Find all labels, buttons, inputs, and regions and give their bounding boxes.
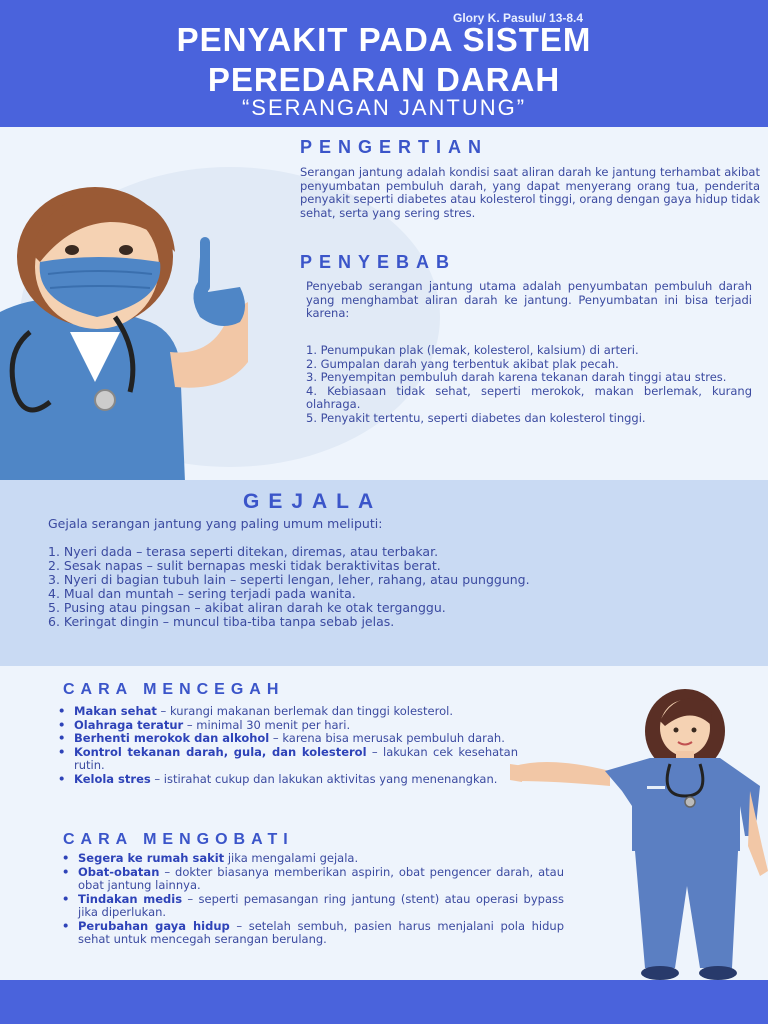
list-item: 5. Pusing atau pingsan – akibat aliran darah ke otak terganggu. [48,600,446,615]
list-item: • Olahraga teratur – minimal 30 menit per hari. [74,719,518,733]
mencegah-heading: CARA MENCEGAH [63,681,285,698]
gejala-intro: Gejala serangan jantung yang paling umum meliputi: [48,516,383,531]
section-pengertian-penyebab [0,127,768,480]
page-title-line1: PENYAKIT PADA SISTEM [176,21,592,58]
page-subtitle: “SERANGAN JANTUNG” [241,95,527,120]
mengobati-list [78,852,564,947]
list-item: 5. Penyakit tertentu, seperti diabetes dan kolesterol tinggi. [306,410,646,425]
nurse-with-mask-illustration [0,182,260,480]
penyebab-heading: PENYEBAB [300,252,457,272]
list-item: 3. Penyempitan pembuluh darah karena tekanan darah tinggi atau stres. [306,370,727,384]
footer-banner [0,980,768,1024]
section-gejala [0,480,768,666]
penyebab-intro: Penyebab serangan jantung utama adalah penyumbatan pembuluh darah yang menghambat aliran darah ke jantung. Penyumbatan ini bisa terjadi karena: [306,279,752,320]
header-banner [0,0,768,127]
list-item: 6. Keringat dingin – muncul tiba-tiba tanpa sebab jelas. [48,614,395,629]
mengobati-heading: CARA MENGOBATI [63,831,294,848]
section-mencegah-mengobati [0,666,768,980]
list-item: 2. Sesak napas – sulit bernapas meski tidak beraktivitas berat. [48,558,441,573]
list-item: • Makan sehat – kurangi makanan berlemak dan tinggi kolesterol. [74,705,518,719]
list-item: 3. Nyeri di bagian tubuh lain – seperti lengan, leher, rahang, atau punggung. [48,572,530,587]
list-item: 2. Gumpalan darah yang terbentuk akibat plak pecah. [306,356,619,371]
list-item: • Berhenti merokok dan alkohol – karena bisa merusak pembuluh darah. [74,732,518,746]
list-item: 1. Nyeri dada – terasa seperti ditekan, diremas, atau terbakar. [48,544,439,559]
page-title-line2: PEREDARAN DARAH [207,61,561,98]
mencegah-list [74,705,518,786]
list-item: • Obat-obatan – dokter biasanya memberikan aspirin, obat pengencer darah, atau obat jantung lainnya. [78,866,564,893]
list-item: • Perubahan gaya hidup – setelah sembuh, pasien harus menjalani pola hidup sehat untuk mencegah serangan berulang. [78,920,564,947]
pengertian-text: Serangan jantung adalah kondisi saat aliran darah ke jantung terhambat akibat penyumbatan pembuluh darah, yang dapat menyerang orang tua, penderita penyakit seperti diabetes atau kolesterol tinggi, orang dengan gaya hidup tidak sehat, serta yang sering stres. [300,165,760,220]
pengertian-heading: PENGERTIAN [300,137,489,157]
penyebab-list [306,344,752,425]
list-item: • Segera ke rumah sakit jika mengalami gejala. [78,852,564,866]
gejala-heading: GEJALA [243,490,383,513]
list-item: • Tindakan medis – seperti pemasangan ring jantung (stent) atau operasi bypass jika diperlukan. [78,893,564,920]
list-item: • Kontrol tekanan darah, gula, dan kolesterol – lakukan cek kesehatan rutin. [74,746,518,773]
gejala-list [48,545,668,629]
nurse-pointing-illustration [510,686,768,980]
list-item: 4. Mual dan muntah – sering terjadi pada wanita. [48,586,356,601]
list-item: 1. Penumpukan plak (lemak, kolesterol, kalsium) di arteri. [306,343,639,357]
list-item: • Kelola stres – istirahat cukup dan lakukan aktivitas yang menenangkan. [74,773,518,787]
author-credit: Glory K. Pasulu/ 13-8.4 [453,11,584,25]
list-item: 4. Kebiasaan tidak sehat, seperti merokok, makan berlemak, kurang olahraga. [306,383,752,411]
